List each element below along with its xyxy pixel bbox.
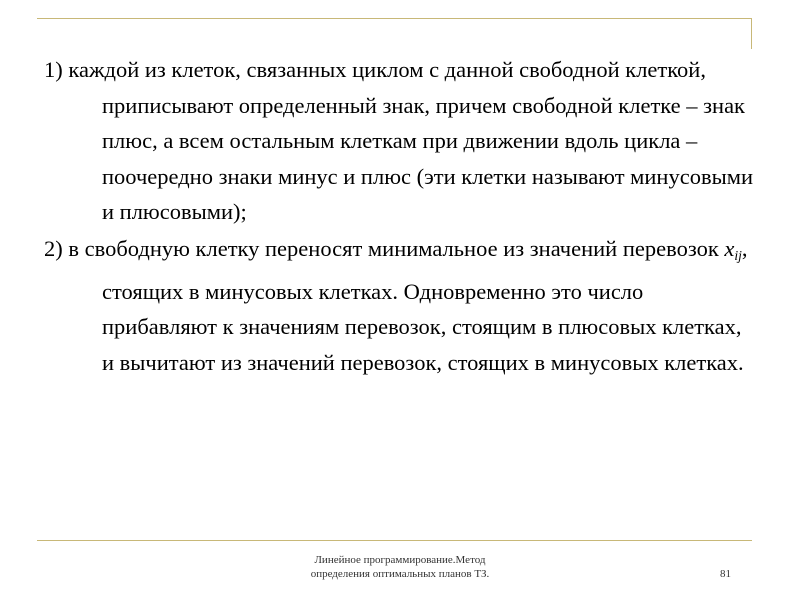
slide-content [44, 52, 756, 381]
top-frame-line [37, 18, 752, 19]
variable-x-ij [724, 235, 742, 264]
item-1-text: каждой из клеток, связанных циклом с данной свободной клеткой, приписывают определенный знак, причем свободной клетке – знак плюс, а всем остальным клеткам при движении вдоль цикла – поочередно знаки минус и плюс (эти клетки называют минусовыми и плюсовыми); [68, 57, 753, 225]
variable-subscript: ij [734, 248, 742, 264]
item-2-text-before: в свободную клетку переносят минимальное из значений перевозок [68, 235, 725, 261]
footer-title [250, 553, 550, 581]
item-2-number: 2) [44, 235, 63, 261]
footer-title-line-2: определения оптимальных планов ТЗ. [310, 568, 490, 580]
footer-rule [37, 540, 752, 541]
page-number: 81 [720, 568, 731, 580]
variable-base: x [724, 235, 735, 261]
right-frame-line [751, 18, 752, 49]
footer-title-line-1: Линейное программирование.Метод [314, 554, 486, 566]
item-1-number: 1) [44, 57, 63, 82]
item-2-text-after: , стоящих в минусовых клетках. Одновременно это число прибавляют к значениям перевозок, стоящим в плюсовых клетках, и вычитают из значений перевозок, стоящих в минусовых клетках. [102, 235, 748, 375]
list-item-2 [44, 231, 756, 380]
list-item-1 [44, 52, 756, 230]
